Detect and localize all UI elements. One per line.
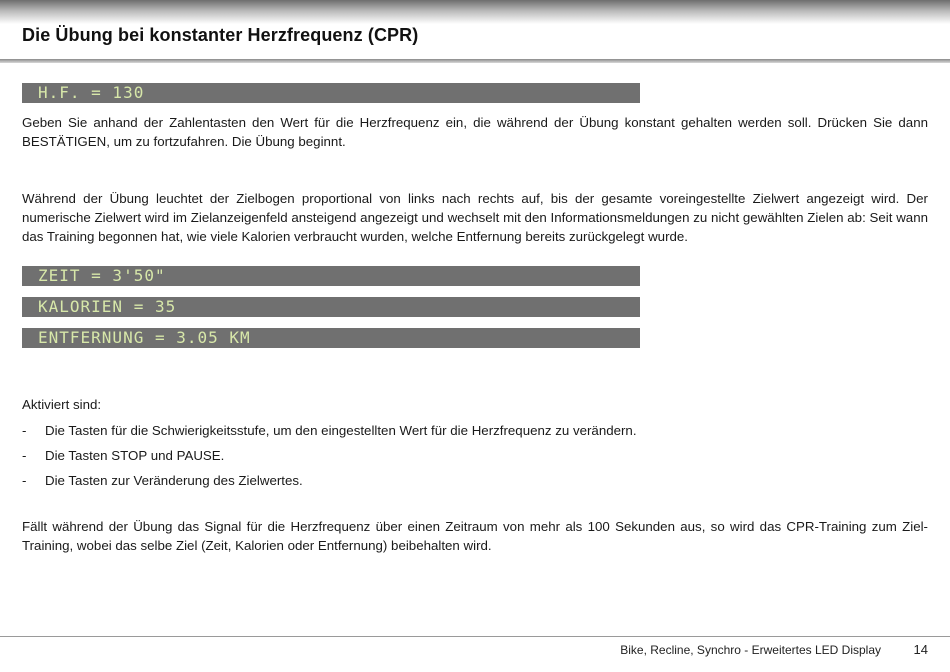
footer-divider [0, 636, 950, 637]
list-dash: - [22, 448, 27, 463]
list-item [22, 423, 637, 438]
page-title: Die Übung bei konstanter Herzfrequenz (CPR) [22, 25, 419, 45]
lcd-display-time: ZEIT = 3'50" [22, 266, 640, 286]
paragraph-instructions: Geben Sie anhand der Zahlentasten den Wert für die Herzfrequenz ein, die während der Übung konstant gehalten werden soll. Drücken Sie dann BESTÄTIGEN, um zu fortzufahren. Die Übung beginnt. [22, 115, 928, 149]
paragraph-description: Während der Übung leuchtet der Zielbogen proportional von links nach rechts auf, bis der gesamte voreingestellte Zielwert angezeigt wird. Der numerische Zielwert wird im Zielanzeigenfeld ansteigend angezeigt und wechselt mit den Informationsmeldungen zu nicht gewählten Zielen ab: Seit wann das Training begonnen hat, wie viele Kalorien verbraucht wurden, welche Entfernung bereits zurückgelegt wurde. [22, 191, 928, 244]
list-item [22, 473, 303, 488]
list-dash: - [22, 423, 27, 438]
footer-title: Bike, Recline, Synchro - Erweitertes LED Display [620, 643, 881, 657]
paragraph-signal-loss: Fällt während der Übung das Signal für die Herzfrequenz über einen Zeitraum von mehr als 100 Sekunden aus, so wird das CPR-Training zum Ziel-Training, wobei das selbe Ziel (Zeit, Kalorien oder Entfernung) beibehalten wird. [22, 519, 928, 553]
lcd-display-calories: KALORIEN = 35 [22, 297, 640, 317]
page-number: 14 [913, 642, 928, 657]
list-dash: - [22, 473, 27, 488]
list-item-text: Die Tasten STOP und PAUSE. [45, 448, 225, 463]
list-item [22, 448, 224, 463]
lcd-display-distance: ENTFERNUNG = 3.05 KM [22, 328, 640, 348]
active-list-label: Aktiviert sind: [22, 397, 102, 412]
lcd-display-heart-rate: H.F. = 130 [22, 83, 640, 103]
list-item-text: Die Tasten für die Schwierigkeitsstufe, um den eingestellten Wert für die Herzfrequenz zu verändern. [45, 423, 637, 438]
title-divider [0, 59, 950, 63]
list-item-text: Die Tasten zur Veränderung des Zielwertes. [45, 473, 303, 488]
header-gradient-bar [0, 0, 950, 24]
